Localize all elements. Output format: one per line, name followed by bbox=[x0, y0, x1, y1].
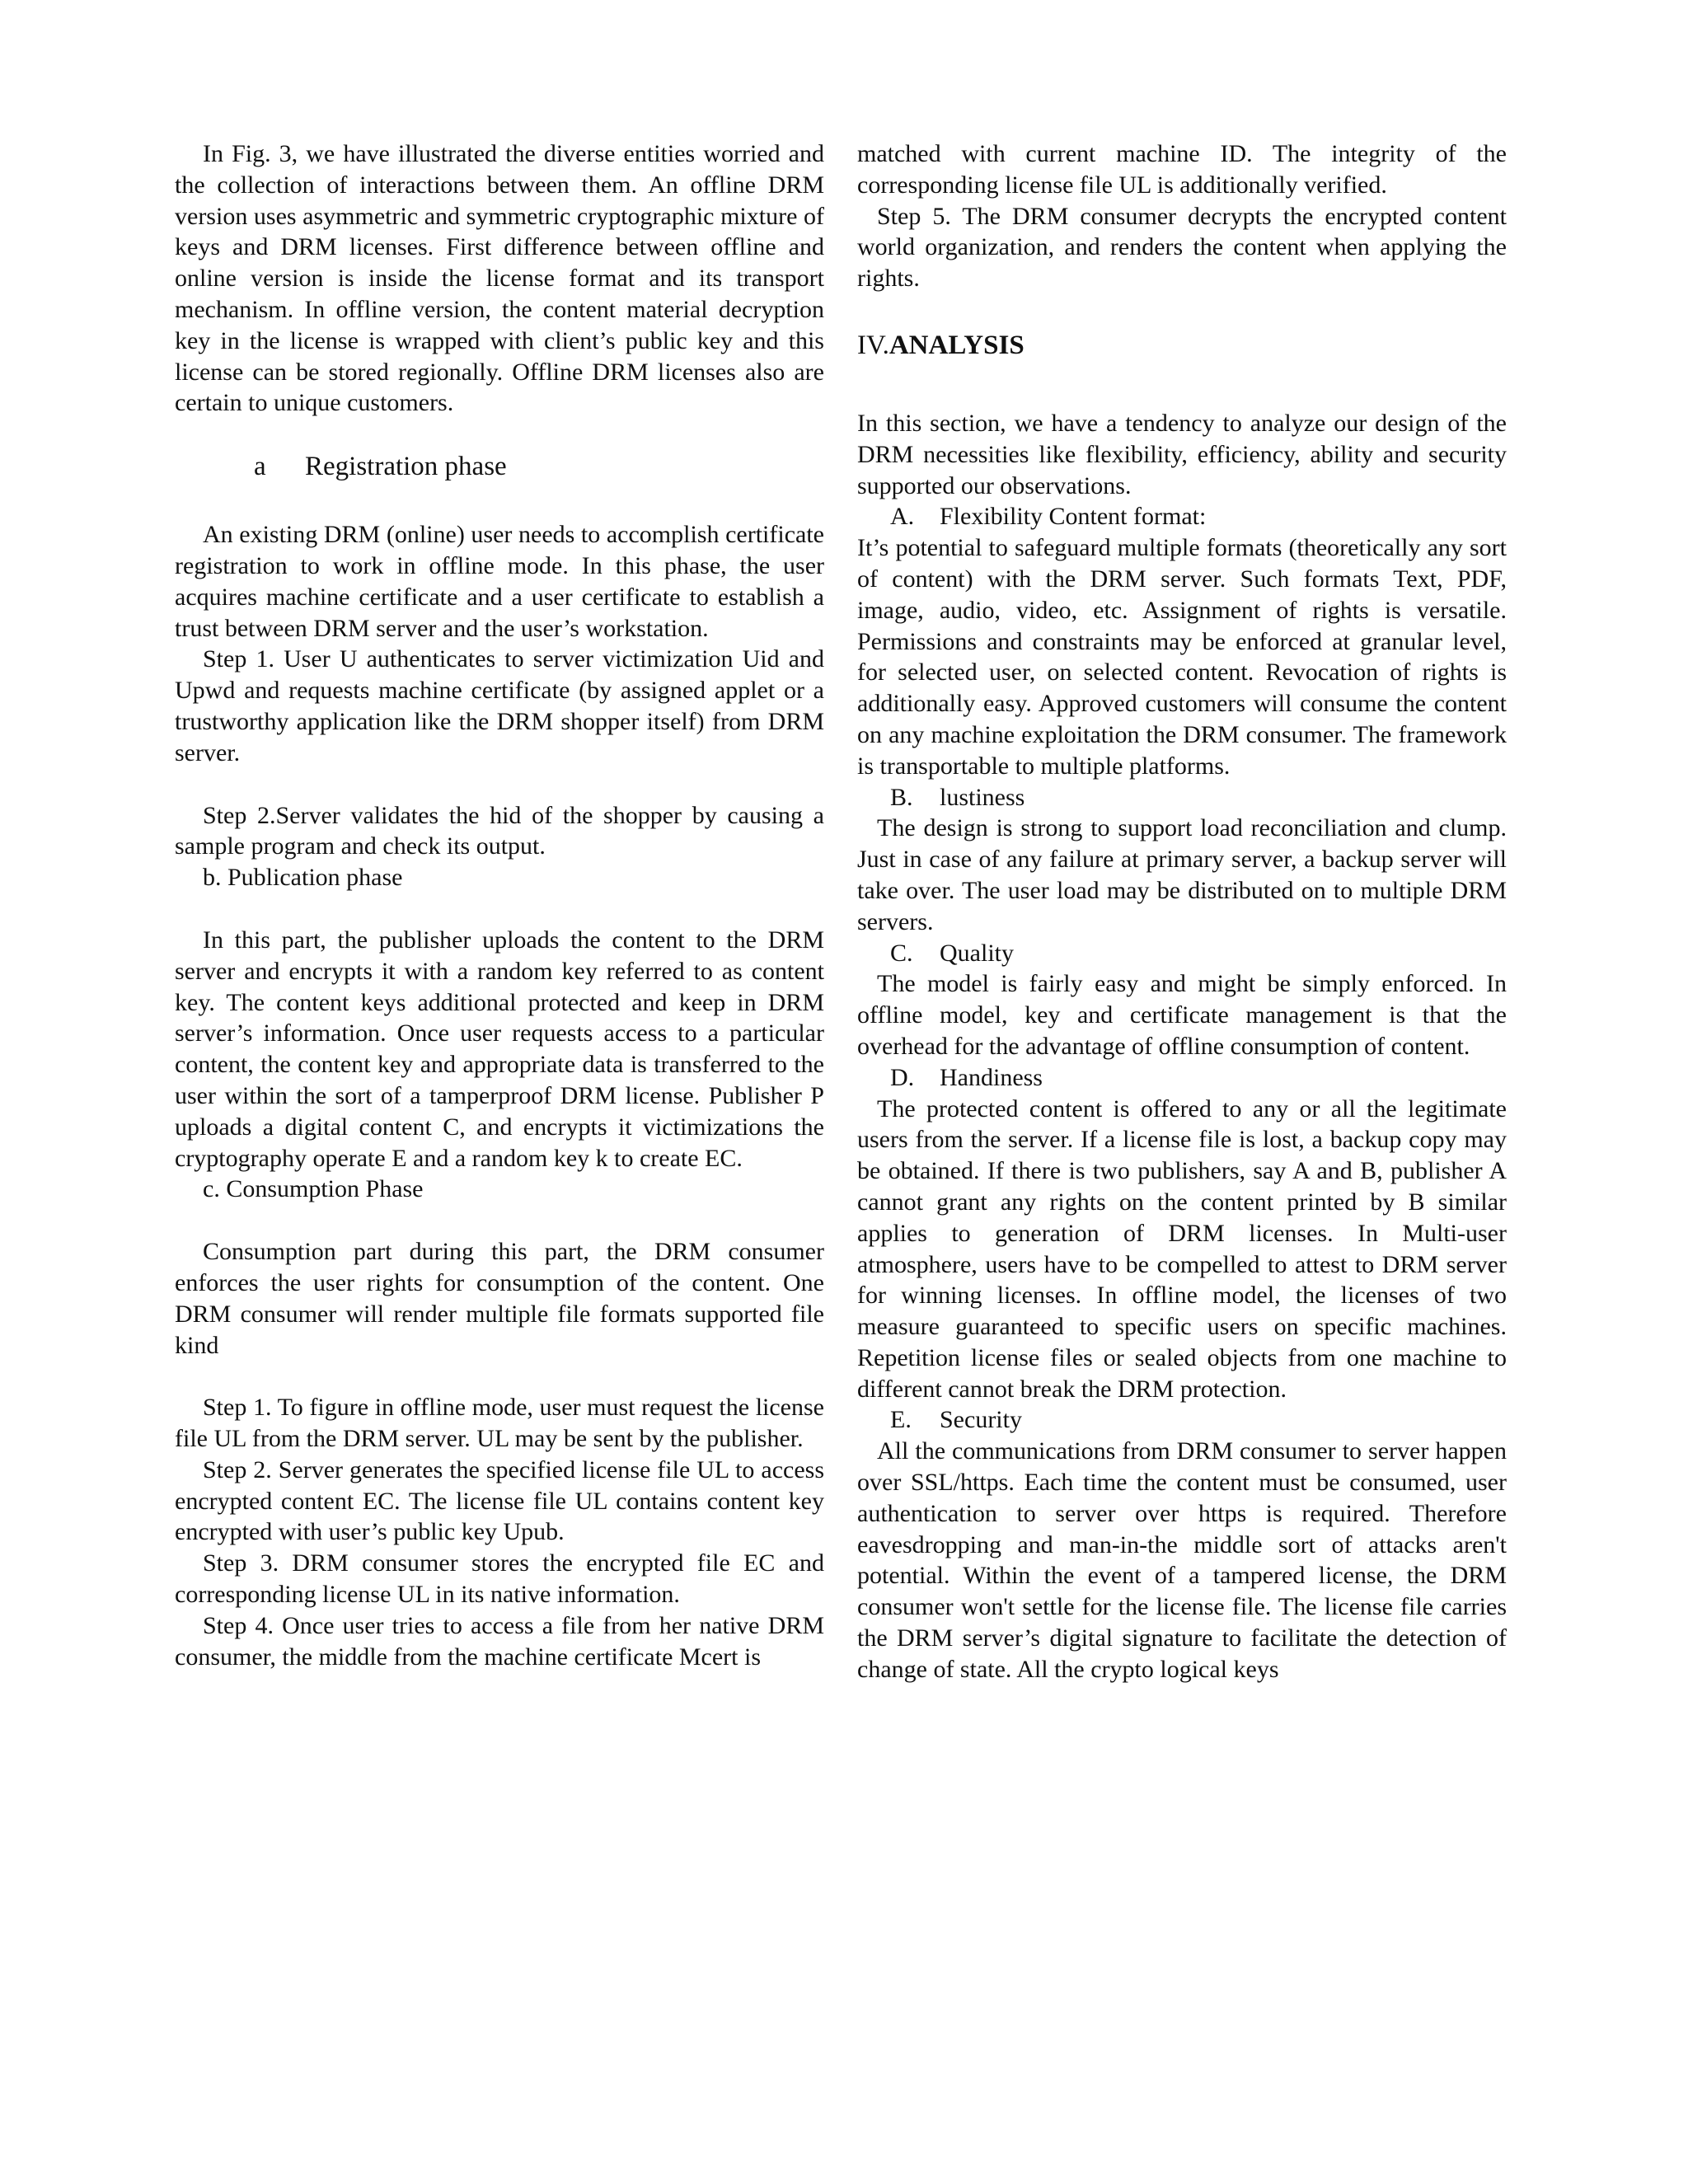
section-number: IV. bbox=[857, 330, 889, 360]
section-heading-analysis bbox=[857, 329, 1507, 362]
quality-paragraph: The model is fairly easy and might be simply enforced. In offline model, key and certificate management is that the overhead for the advantage of offline consumption of content. bbox=[857, 970, 1507, 1060]
right-column bbox=[857, 138, 1507, 1685]
handiness-paragraph: The protected content is offered to any or all the legitimate users from the server. If a license file is lost, a backup copy may be obtained. If there is two publishers, say A and B, publisher A cannot grant any rights on the content printed by B similar applies to generation of DRM licenses. In Multi-user atmosphere, users have to be compelled to attest to DRM server for winning licenses. In offline model, the licenses of two measure guaranteed to specific users on specific machines. Repetition license files or sealed objects from one machine to different cannot break the DRM protection. bbox=[857, 1094, 1507, 1403]
lustiness-paragraph: The design is strong to support load reconciliation and clump. Just in case of any failure at primary server, a backup server will take over. The user load may be distributed on to multiple DRM servers. bbox=[857, 814, 1507, 935]
consumption-step-1: Step 1. To figure in offline mode, user must request the license file UL from the DRM server. UL may be sent by the publisher. bbox=[175, 1394, 824, 1453]
consumption-paragraph: Consumption part during this part, the DRM consumer enforces the user rights for consumption of the content. One DRM consumer will render multiple file formats supported file kind bbox=[175, 1238, 824, 1359]
quality-letter: C. bbox=[890, 939, 913, 967]
security-paragraph: All the communications from DRM consumer to server happen over SSL/https. Each time the content must be consumed, user authentication to server over https is required. Therefore eavesdropping and man-in-the middle sort of attacks aren't potential. Within the event of a tampered license, the DRM consumer won't settle for the license file. The license file carries the DRM server’s digital signature to facilitate the detection of change of state. All the crypto logical keys bbox=[857, 1437, 1507, 1683]
handiness-heading bbox=[857, 1062, 1507, 1094]
security-heading bbox=[857, 1404, 1507, 1436]
flexibility-title: Flexibility Content format: bbox=[940, 503, 1207, 531]
consumption-step-2: Step 2. Server generates the specified license file UL to access encrypted content EC. The license file UL contains content key encrypted with user’s public key Upub. bbox=[175, 1455, 824, 1546]
flexibility-heading bbox=[857, 501, 1507, 532]
consumption-step-5: Step 5. The DRM consumer decrypts the encrypted content world organization, and renders the content when applying the rights. bbox=[857, 202, 1507, 293]
registration-phase-letter: a bbox=[254, 452, 266, 482]
flexibility-letter: A. bbox=[890, 503, 915, 531]
lustiness-title: lustiness bbox=[940, 783, 1025, 811]
analysis-intro-paragraph: In this section, we have a tendency to analyze our design of the DRM necessities like flexibility, efficiency, ability and security supported our observations. bbox=[857, 409, 1507, 499]
handiness-letter: D. bbox=[890, 1063, 915, 1091]
consumption-step-4: Step 4. Once user tries to access a file from her native DRM consumer, the middle from the machine certificate Mcert is bbox=[175, 1611, 824, 1671]
security-title: Security bbox=[940, 1406, 1022, 1434]
consumption-step-3: Step 3. DRM consumer stores the encrypted file EC and corresponding license UL in its native information. bbox=[175, 1549, 824, 1609]
lustiness-letter: B. bbox=[890, 783, 913, 811]
publication-paragraph: In this part, the publisher uploads the content to the DRM server and encrypts it with a random key referred to as content key. The content keys additional protected and keep in DRM server’s information. Once user requests access to a particular content, the content key and appropriate data is transferred to the user within the sort of a tamperproof DRM license. Publisher P uploads a digital content C, and encrypts it victimizations the cryptography operate E and a random key k to create EC. bbox=[175, 926, 824, 1172]
publication-phase-heading: b. Publication phase bbox=[203, 864, 403, 892]
section-title: ANALYSIS bbox=[889, 330, 1025, 360]
step-4-continuation: matched with current machine ID. The integrity of the corresponding license file UL is additionally verified. bbox=[857, 140, 1507, 199]
left-column bbox=[175, 138, 824, 1672]
registration-step-1: Step 1. User U authenticates to server victimization Uid and Upwd and requests machine certificate (by assigned applet or a trustworthy application like the DRM shopper itself) from DRM server. bbox=[175, 645, 824, 766]
security-letter: E. bbox=[890, 1406, 912, 1434]
quality-title: Quality bbox=[940, 939, 1014, 967]
registration-phase-title: Registration phase bbox=[305, 452, 507, 482]
flexibility-paragraph: It’s potential to safeguard multiple formats (theoretically any sort of content) with the DRM server. Such formats Text, PDF, image, audio, video, etc. Assignment of rights is versatile. Permissions and constraints may be enforced at granular level, for selected user, on selected content. Revocation of rights is additionally easy. Approved customers will consume the content on any machine exploitation the DRM consumer. The framework is transportable to multiple platforms. bbox=[857, 534, 1507, 780]
intro-paragraph: In Fig. 3, we have illustrated the diverse entities worried and the collection of interactions between them. An offline DRM version uses asymmetric and symmetric cryptographic mixture of keys and DRM licenses. First difference between offline and online version is inside the license format and its transport mechanism. In offline version, the content material decryption key in the license is wrapped with client’s public key and this license can be stored regionally. Offline DRM licenses also are certain to unique customers. bbox=[175, 140, 824, 417]
registration-phase-heading bbox=[254, 450, 824, 483]
lustiness-heading bbox=[857, 782, 1507, 813]
handiness-title: Handiness bbox=[940, 1063, 1043, 1091]
quality-heading bbox=[857, 938, 1507, 969]
consumption-phase-heading: c. Consumption Phase bbox=[203, 1175, 424, 1203]
registration-step-2: Step 2.Server validates the hid of the shopper by causing a sample program and check its output. bbox=[175, 801, 824, 860]
registration-paragraph: An existing DRM (online) user needs to accomplish certificate registration to work in offline mode. In this phase, the user acquires machine certificate and a user certificate to establish a trust between DRM server and the user’s workstation. bbox=[175, 521, 824, 642]
